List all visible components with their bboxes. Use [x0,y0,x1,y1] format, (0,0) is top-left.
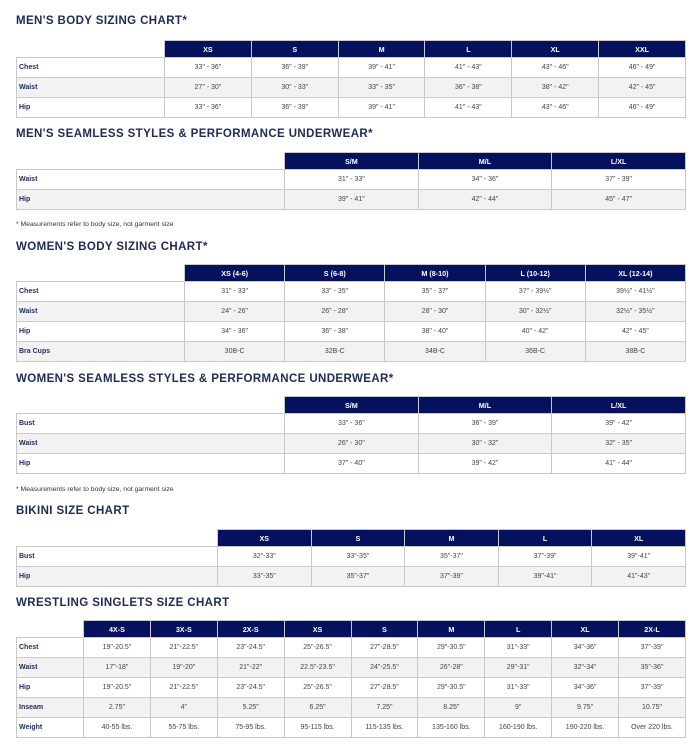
size-header: L (10-12) [485,265,585,282]
size-header: M [405,530,499,547]
table-row [17,98,686,118]
size-cell: 30" - 32" [418,434,552,454]
size-cell: 34" - 36" [418,170,552,190]
size-cell: 25"-26.5" [284,638,351,658]
section-title-womens-seamless: WOMEN'S SEAMLESS STYLES & PERFORMANCE UNDERWEAR* [16,373,394,385]
size-cell: 19"-20.5" [84,638,151,658]
size-cell: 32"-33" [218,547,312,567]
size-cell: 135-160 lbs. [418,718,485,738]
row-label: Bust [17,547,218,567]
size-cell: 30" - 32½" [485,302,585,322]
header-blank [17,621,84,638]
size-cell: 26"-28" [418,658,485,678]
size-cell: 39" - 42" [552,414,686,434]
size-cell: 39" - 41" [338,98,425,118]
row-label: Bra Cups [17,342,185,362]
size-header: M/L [418,153,552,170]
size-cell: 8.25" [418,698,485,718]
size-header: XL [592,530,686,547]
table-row [17,282,686,302]
mens-body-size-table [16,40,686,118]
size-cell: 4" [150,698,217,718]
row-label: Chest [17,638,84,658]
measurement-note: * Measurements refer to body size, not garment size [16,221,174,228]
size-cell: 2.75" [84,698,151,718]
size-header: M [418,621,485,638]
row-label: Hip [17,98,165,118]
size-cell: 25"-26.5" [284,678,351,698]
section-title-bikini: BIKINI SIZE CHART [16,505,130,517]
size-header: XS [165,41,252,58]
size-cell: 27"-28.5" [351,638,418,658]
size-cell: 35"-36" [619,658,686,678]
size-cell: Over 220 lbs. [619,718,686,738]
row-label: Waist [17,658,84,678]
size-cell: 33" - 36" [165,58,252,78]
size-cell: 34"-36" [552,638,619,658]
size-cell: 21"-22.5" [150,638,217,658]
size-cell: 39" - 42" [418,454,552,474]
size-cell: 37"-39" [619,678,686,698]
size-cell: 21"-22.5" [150,678,217,698]
size-cell: 37"-39" [405,567,499,587]
size-header: XL (12-14) [585,265,685,282]
size-cell: 41" - 43" [425,98,512,118]
size-cell: 26" - 28" [285,302,385,322]
size-cell: 75-95 lbs. [217,718,284,738]
size-header: L [425,41,512,58]
size-cell: 39" - 41" [338,58,425,78]
size-cell: 36" - 39" [251,98,338,118]
size-cell: 38" - 42" [512,78,599,98]
row-label: Waist [17,302,185,322]
size-cell: 160-190 lbs. [485,718,552,738]
row-label: Inseam [17,698,84,718]
size-cell: 31" - 33" [185,282,285,302]
size-cell: 34" - 36" [185,322,285,342]
size-header: XS [284,621,351,638]
size-cell: 10.75" [619,698,686,718]
size-cell: 6.25" [284,698,351,718]
size-cell: 35"-37" [311,567,405,587]
table-row [17,302,686,322]
table-row [17,170,686,190]
size-cell: 36" - 38" [285,322,385,342]
size-cell: 40-55 lbs. [84,718,151,738]
size-cell: 39"-41" [592,547,686,567]
size-cell: 32B-C [285,342,385,362]
size-cell: 36" - 38" [425,78,512,98]
table-row [17,190,686,210]
size-cell: 33"-35" [311,547,405,567]
size-cell: 36" - 39" [251,58,338,78]
size-cell: 28" - 30" [385,302,485,322]
size-header: M/L [418,397,552,414]
size-cell: 37"-39" [619,638,686,658]
womens-seamless-size-table [16,396,686,474]
size-cell: 32" - 35" [552,434,686,454]
section-title-mens-seamless: MEN'S SEAMLESS STYLES & PERFORMANCE UNDERWEAR* [16,128,374,140]
size-cell: 7.25" [351,698,418,718]
size-cell: 33" - 36" [165,98,252,118]
header-blank [17,265,185,282]
row-label: Waist [17,434,285,454]
size-cell: 17"-18" [84,658,151,678]
size-cell: 37"-39" [498,547,592,567]
size-header: 2X-L [619,621,686,638]
size-cell: 39" - 41" [285,190,419,210]
table-row [17,678,686,698]
table-row [17,322,686,342]
size-cell: 23"-24.5" [217,678,284,698]
size-header: S (6-8) [285,265,385,282]
size-cell: 27"-28.5" [351,678,418,698]
header-blank [17,41,165,58]
size-cell: 36" - 39" [418,414,552,434]
size-cell: 35"-37" [405,547,499,567]
size-cell: 41" - 43" [425,58,512,78]
header-blank [17,153,285,170]
table-row [17,342,686,362]
size-header: 4X-S [84,621,151,638]
size-cell: 19"-20.5" [84,678,151,698]
size-cell: 33" - 36" [285,414,419,434]
size-cell: 37" - 39" [552,170,686,190]
size-cell: 27" - 30" [165,78,252,98]
size-cell: 43" - 46" [512,58,599,78]
size-header: S [351,621,418,638]
size-cell: 39½" - 41½" [585,282,685,302]
size-header: S/M [285,153,419,170]
size-header: L [485,621,552,638]
table-row [17,698,686,718]
size-header: XS (4-6) [185,265,285,282]
size-cell: 37" - 39½" [485,282,585,302]
header-blank [17,530,218,547]
size-header: M (8-10) [385,265,485,282]
mens-seamless-size-table [16,152,686,210]
size-cell: 29"-30.5" [418,638,485,658]
size-cell: 30B-C [185,342,285,362]
size-cell: 46" - 49" [599,58,686,78]
size-cell: 9" [485,698,552,718]
size-cell: 55-75 lbs. [150,718,217,738]
section-title-mens-body: MEN'S BODY SIZING CHART* [16,15,188,27]
table-row [17,414,686,434]
size-cell: 115-135 lbs. [351,718,418,738]
section-title-womens-body: WOMEN'S BODY SIZING CHART* [16,241,208,253]
size-header: XXL [599,41,686,58]
row-label: Hip [17,322,185,342]
row-label: Waist [17,170,285,190]
size-cell: 38B-C [585,342,685,362]
size-cell: 22.5"-23.5" [284,658,351,678]
size-cell: 21"-22" [217,658,284,678]
size-cell: 29"-30.5" [418,678,485,698]
size-cell: 24" - 26" [185,302,285,322]
size-cell: 45" - 47" [552,190,686,210]
size-cell: 23"-24.5" [217,638,284,658]
size-header: L/XL [552,397,686,414]
wrestling-singlet-size-table [16,620,686,738]
size-cell: 32½" - 35½" [585,302,685,322]
size-header: M [338,41,425,58]
table-row [17,638,686,658]
womens-body-size-table [16,264,686,362]
size-header: XS [218,530,312,547]
table-row [17,78,686,98]
size-cell: 32"-34" [552,658,619,678]
size-cell: 42" - 45" [585,322,685,342]
size-cell: 95-115 lbs. [284,718,351,738]
size-cell: 36B-C [485,342,585,362]
size-cell: 42" - 45" [599,78,686,98]
size-cell: 41" - 44" [552,454,686,474]
row-label: Bust [17,414,285,434]
size-cell: 41"-43" [592,567,686,587]
row-label: Weight [17,718,84,738]
size-cell: 5.25" [217,698,284,718]
size-cell: 30" - 33" [251,78,338,98]
size-header: 3X-S [150,621,217,638]
size-header: 2X-S [217,621,284,638]
row-label: Hip [17,567,218,587]
size-cell: 40" - 42" [485,322,585,342]
size-cell: 19"-20" [150,658,217,678]
size-header: S/M [285,397,419,414]
size-cell: 35" - 37" [385,282,485,302]
size-cell: 9.75" [552,698,619,718]
header-blank [17,397,285,414]
row-label: Chest [17,58,165,78]
size-cell: 33" - 35" [338,78,425,98]
size-header: S [311,530,405,547]
row-label: Hip [17,678,84,698]
size-cell: 26" - 30" [285,434,419,454]
size-cell: 190-220 lbs. [552,718,619,738]
bikini-size-table [16,529,686,587]
size-cell: 42" - 44" [418,190,552,210]
size-cell: 39"-41" [498,567,592,587]
row-label: Hip [17,190,285,210]
size-cell: 29"-31" [485,658,552,678]
size-header: L [498,530,592,547]
measurement-note: * Measurements refer to body size, not garment size [16,486,174,493]
table-row [17,718,686,738]
size-cell: 34"-36" [552,678,619,698]
section-title-wrestling: WRESTLING SINGLETS SIZE CHART [16,597,230,609]
table-row [17,434,686,454]
table-row [17,454,686,474]
table-row [17,58,686,78]
size-header: XL [512,41,599,58]
size-cell: 43" - 46" [512,98,599,118]
table-row [17,547,686,567]
size-cell: 31"-33" [485,638,552,658]
size-header: L/XL [552,153,686,170]
size-cell: 33"-35" [218,567,312,587]
size-header: S [251,41,338,58]
row-label: Waist [17,78,165,98]
table-row [17,658,686,678]
size-cell: 38" - 40" [385,322,485,342]
size-cell: 46" - 49" [599,98,686,118]
row-label: Chest [17,282,185,302]
row-label: Hip [17,454,285,474]
size-cell: 33" - 35" [285,282,385,302]
size-cell: 24"-25.5" [351,658,418,678]
size-cell: 34B-C [385,342,485,362]
size-cell: 31"-33" [485,678,552,698]
size-cell: 37" - 40" [285,454,419,474]
table-row [17,567,686,587]
size-cell: 31" - 33" [285,170,419,190]
size-header: XL [552,621,619,638]
